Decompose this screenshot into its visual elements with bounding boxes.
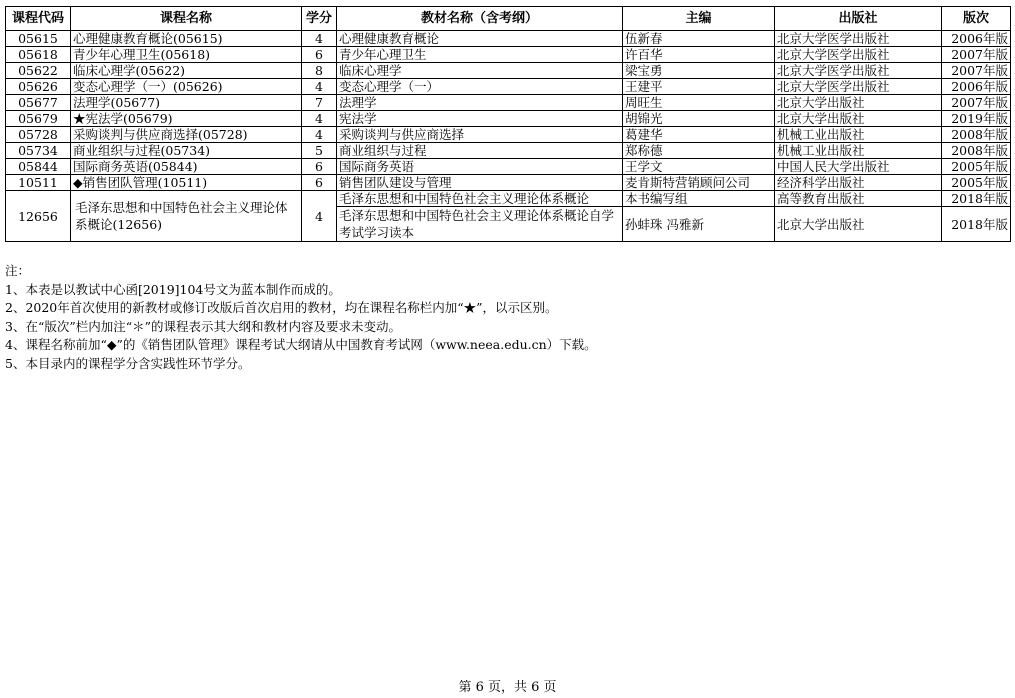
cell-edition: 2008年版 <box>942 143 1011 159</box>
cell-course-name: ◆销售团队管理(10511) <box>71 175 302 191</box>
table-row-merged <box>6 191 1011 207</box>
header-course-code: 课程代码 <box>6 7 71 31</box>
cell-course-code: 10511 <box>6 175 71 191</box>
cell-course-name: 采购谈判与供应商选择(05728) <box>71 127 302 143</box>
cell-publisher: 北京大学医学出版社 <box>775 31 942 47</box>
cell-publisher: 高等教育出版社 <box>775 191 942 207</box>
cell-course-code: 05844 <box>6 159 71 175</box>
header-credit: 学分 <box>302 7 337 31</box>
cell-credit: 6 <box>302 159 337 175</box>
cell-course-code: 12656 <box>6 191 71 242</box>
cell-textbook: 宪法学 <box>337 111 623 127</box>
cell-textbook: 毛泽东思想和中国特色社会主义理论体系概论 <box>337 191 623 207</box>
table-row <box>6 159 1011 175</box>
cell-course-code: 05679 <box>6 111 71 127</box>
cell-course-code: 05622 <box>6 63 71 79</box>
cell-credit: 4 <box>302 127 337 143</box>
table-row <box>6 79 1011 95</box>
cell-credit: 4 <box>302 31 337 47</box>
cell-textbook: 毛泽东思想和中国特色社会主义理论体系概论自学考试学习读本 <box>337 207 623 242</box>
note-line: 3、在“版次”栏内加注“＊”的课程表示其大纲和教材内容及要求未变动。 <box>5 318 402 334</box>
page-footer: 第 6 页，共 6 页 <box>458 680 557 695</box>
cell-editor: 郑称德 <box>623 143 775 159</box>
cell-course-code: 05615 <box>6 31 71 47</box>
cell-publisher: 北京大学出版社 <box>775 207 942 242</box>
course-catalog-table <box>5 6 1011 242</box>
note-line: 5、本目录内的课程学分含实践性环节学分。 <box>5 355 251 371</box>
cell-credit: 6 <box>302 47 337 63</box>
cell-publisher: 中国人民大学出版社 <box>775 159 942 175</box>
cell-publisher: 北京大学医学出版社 <box>775 63 942 79</box>
cell-publisher: 北京大学出版社 <box>775 95 942 111</box>
cell-textbook: 变态心理学（一） <box>337 79 623 95</box>
header-course-name: 课程名称 <box>71 7 302 31</box>
cell-editor: 胡锦光 <box>623 111 775 127</box>
cell-credit: 8 <box>302 63 337 79</box>
cell-edition: 2019年版 <box>942 111 1011 127</box>
table-row <box>6 127 1011 143</box>
cell-edition: 2008年版 <box>942 127 1011 143</box>
cell-editor: 梁宝勇 <box>623 63 775 79</box>
cell-editor: 伍新春 <box>623 31 775 47</box>
cell-course-name: 国际商务英语(05844) <box>71 159 302 175</box>
notes-section <box>5 262 597 373</box>
cell-course-name: 心理健康教育概论(05615) <box>71 31 302 47</box>
header-edition: 版次 <box>942 7 1011 31</box>
cell-textbook: 商业组织与过程 <box>337 143 623 159</box>
cell-publisher: 机械工业出版社 <box>775 127 942 143</box>
cell-editor: 孙蚌珠 冯雅新 <box>623 207 775 242</box>
cell-edition: 2007年版 <box>942 63 1011 79</box>
note-line: 2、2020年首次使用的新教材或修订改版后首次启用的教材，均在课程名称栏内加“★”，以示区别。 <box>5 300 558 315</box>
cell-edition: 2007年版 <box>942 47 1011 63</box>
cell-publisher: 北京大学出版社 <box>775 111 942 127</box>
cell-editor: 麦肯斯特营销顾问公司 <box>623 175 775 191</box>
cell-course-name: ★宪法学(05679) <box>71 111 302 127</box>
cell-credit: 5 <box>302 143 337 159</box>
cell-editor: 周旺生 <box>623 95 775 111</box>
cell-edition: 2005年版 <box>942 175 1011 191</box>
cell-course-name: 毛泽东思想和中国特色社会主义理论体系概论(12656) <box>71 191 302 242</box>
header-editor: 主编 <box>623 7 775 31</box>
cell-editor: 本书编写组 <box>623 191 775 207</box>
cell-editor: 葛建华 <box>623 127 775 143</box>
cell-course-name: 临床心理学(05622) <box>71 63 302 79</box>
note-line: 4、课程名称前加“◆”的《销售团队管理》课程考试大纲请从中国教育考试网（www.neea.edu.cn）下载。 <box>5 337 597 352</box>
table-row <box>6 95 1011 111</box>
cell-edition: 2006年版 <box>942 79 1011 95</box>
cell-credit: 7 <box>302 95 337 111</box>
cell-edition: 2018年版 <box>942 207 1011 242</box>
cell-publisher: 北京大学医学出版社 <box>775 79 942 95</box>
table-row <box>6 143 1011 159</box>
cell-publisher: 北京大学医学出版社 <box>775 47 942 63</box>
cell-textbook: 临床心理学 <box>337 63 623 79</box>
header-textbook: 教材名称（含考纲） <box>337 7 623 31</box>
cell-textbook: 心理健康教育概论 <box>337 31 623 47</box>
table-row <box>6 63 1011 79</box>
cell-edition: 2018年版 <box>942 191 1011 207</box>
table-row <box>6 111 1011 127</box>
header-publisher: 出版社 <box>775 7 942 31</box>
cell-publisher: 经济科学出版社 <box>775 175 942 191</box>
cell-course-code: 05618 <box>6 47 71 63</box>
cell-publisher: 机械工业出版社 <box>775 143 942 159</box>
cell-credit: 4 <box>302 79 337 95</box>
note-line: 1、本表是以教试中心函[2019]104号文为蓝本制作而成的。 <box>5 281 341 297</box>
cell-course-name: 青少年心理卫生(05618) <box>71 47 302 63</box>
cell-edition: 2006年版 <box>942 31 1011 47</box>
cell-credit: 4 <box>302 191 337 242</box>
cell-course-code: 05734 <box>6 143 71 159</box>
cell-edition: 2005年版 <box>942 159 1011 175</box>
table-row <box>6 31 1011 47</box>
cell-credit: 6 <box>302 175 337 191</box>
cell-course-code: 05626 <box>6 79 71 95</box>
cell-editor: 王学文 <box>623 159 775 175</box>
cell-edition: 2007年版 <box>942 95 1011 111</box>
cell-course-code: 05728 <box>6 127 71 143</box>
cell-course-name: 变态心理学（一）(05626) <box>71 79 302 95</box>
cell-course-name: 商业组织与过程(05734) <box>71 143 302 159</box>
cell-editor: 王建平 <box>623 79 775 95</box>
cell-editor: 许百华 <box>623 47 775 63</box>
note-title: 注： <box>5 263 31 278</box>
cell-textbook: 青少年心理卫生 <box>337 47 623 63</box>
table-row <box>6 47 1011 63</box>
table-header-row <box>6 7 1011 31</box>
cell-textbook: 销售团队建设与管理 <box>337 175 623 191</box>
cell-course-name: 法理学(05677) <box>71 95 302 111</box>
cell-textbook: 采购谈判与供应商选择 <box>337 127 623 143</box>
cell-textbook: 法理学 <box>337 95 623 111</box>
table-row <box>6 175 1011 191</box>
cell-textbook: 国际商务英语 <box>337 159 623 175</box>
cell-course-code: 05677 <box>6 95 71 111</box>
cell-credit: 4 <box>302 111 337 127</box>
